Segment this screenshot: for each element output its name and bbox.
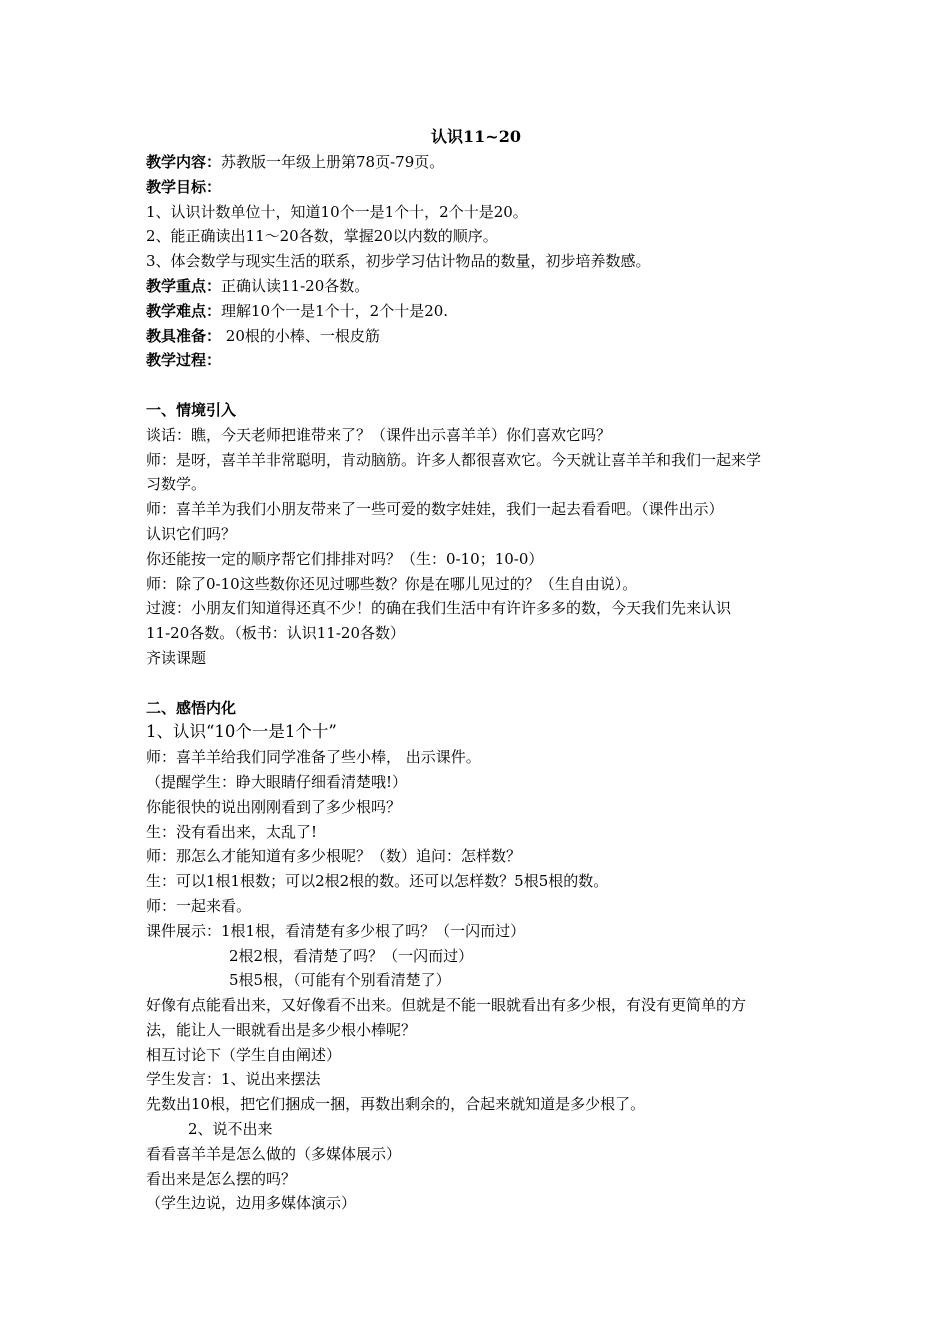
goal-item: 2、能正确读出11～20各数，掌握20以内数的顺序。: [146, 227, 498, 246]
indented-line: 2、说不出来: [188, 1120, 273, 1139]
field-value: 理解10个一是1个十，2个十是20.: [221, 301, 449, 320]
blank-line: [146, 373, 816, 398]
key-point-line: [146, 274, 816, 299]
section-heading: 二、感悟内化: [146, 698, 237, 717]
indented-line: 2根2根，看清楚了吗？（一闪而过）: [229, 946, 474, 965]
indented-line: 5根5根，（可能有个别看清楚了）: [229, 971, 451, 990]
content-line: （学生边说，边用多媒体演示）: [146, 1194, 357, 1213]
field-value: 20根的小棒、一根皮筋: [221, 326, 380, 345]
content-line: 好像有点能看出来，又好像看不出来。但就是不能一眼就看出有多少根，有没有更简单的方: [146, 996, 747, 1015]
difficulty-line: [146, 299, 816, 324]
goal-item: 3、体会数学与现实生活的联系，初步学习估计物品的数量，初步培养数感。: [146, 252, 651, 271]
content-line: 生：没有看出来，太乱了!: [146, 822, 318, 841]
field-value: 苏教版一年级上册第78页-79页。: [221, 153, 445, 171]
content-line: 学生发言：1、说出来摆法: [146, 1070, 321, 1089]
field-value: 正确认读11-20各数。: [221, 276, 370, 295]
content-line: 师：一起来看。: [146, 896, 252, 915]
content-line: 你还能按一定的顺序帮它们排排对吗？（生：0-10；10-0）: [146, 549, 544, 568]
content-line: 师：那怎么才能知道有多少根呢？（数）追问：怎样数？: [146, 847, 522, 866]
goals-label-line: [146, 175, 816, 200]
content-line: 习数学。: [146, 475, 207, 494]
page-title: 认识11~20: [431, 127, 521, 146]
content-line: 过渡：小朋友们知道得还真不少！的确在我们生活中有许许多多的数，今天我们先来认识: [146, 599, 732, 618]
field-label: 教学难点：: [146, 301, 222, 320]
content-line: 师：是呀，喜羊羊非常聪明，肯动脑筋。许多人都很喜欢它。今天就让喜羊羊和我们一起来学: [146, 450, 762, 469]
blank-line: [146, 671, 816, 696]
content-line: 11-20各数。（板书：认识11-20各数）: [146, 624, 405, 643]
content-line: [146, 150, 816, 175]
process-label-line: [146, 348, 816, 373]
field-label: 教学重点：: [146, 276, 222, 295]
content-line: 师：除了0-10这些数你还见过哪些数？你是在哪儿见过的？（生自由说）。: [146, 574, 638, 593]
content-line: 你能很快的说出刚刚看到了多少根吗？: [146, 797, 402, 816]
content-line: 生：可以1根1根数；可以2根2根的数。还可以怎样数？5根5根的数。: [146, 872, 609, 891]
content-line: （提醒学生：睁大眼睛仔细看清楚哦!）: [146, 772, 408, 791]
field-label: 教学目标：: [146, 177, 222, 196]
field-label: 教具准备：: [146, 326, 222, 345]
content-line: 看出来是怎么摆的吗？: [146, 1169, 297, 1188]
goal-item: 1、认识计数单位十，知道10个一是1个十，2个十是20。: [146, 202, 528, 221]
content-line: 谈话：瞧，今天老师把谁带来了？（课件出示喜羊羊）你们喜欢它吗？: [146, 425, 612, 444]
content-line: 法，能让人一眼就看出是多少根小棒呢？: [146, 1020, 417, 1039]
field-label: 教学过程：: [146, 351, 222, 370]
content-line: 看看喜羊羊是怎么做的（多媒体展示）: [146, 1144, 402, 1163]
section-heading: 一、情境引入: [146, 400, 237, 419]
content-line: 先数出10根，把它们捆成一捆，再数出剩余的，合起来就知道是多少根了。: [146, 1095, 646, 1114]
content-line: 师：喜羊羊为我们小朋友带来了一些可爱的数字娃娃，我们一起去看看吧。（课件出示）: [146, 500, 724, 519]
content-line: 认识它们吗？: [146, 524, 237, 543]
field-label: 教学内容：: [146, 153, 222, 171]
lesson-plan-page: [146, 124, 816, 1216]
subsection-heading: 1、认识“10个一是1个十”: [146, 722, 337, 742]
content-line: 相互讨论下（学生自由阐述）: [146, 1045, 342, 1064]
content-line: 师：喜羊羊给我们同学准备了些小棒， 出示课件。: [146, 748, 481, 767]
materials-line: [146, 324, 816, 349]
content-line: 课件展示：1根1根，看清楚有多少根了吗？（一闪而过）: [146, 921, 526, 940]
content-line: 齐读课题: [146, 648, 207, 667]
